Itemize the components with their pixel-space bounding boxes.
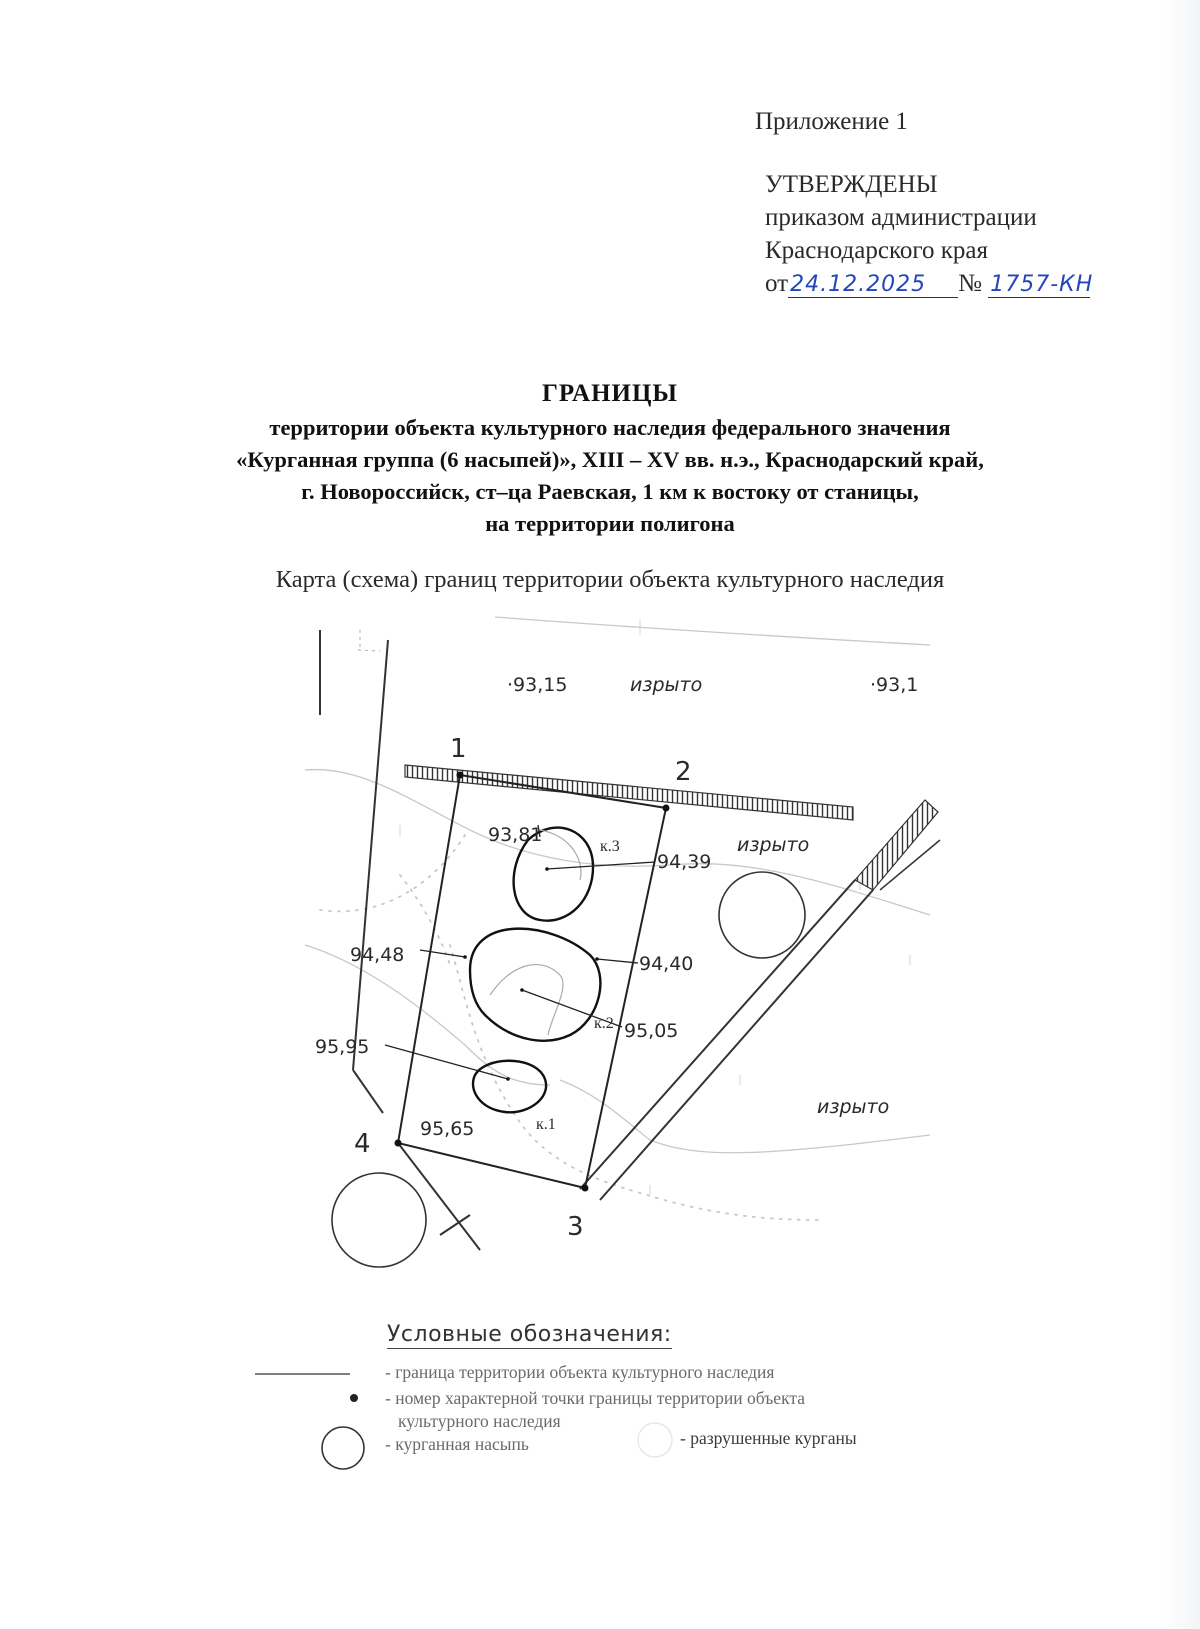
legend-mound-text: - курганная насыпь	[385, 1434, 529, 1454]
elevation-label: 95,65	[420, 1118, 475, 1140]
mound-label-k1: к.1	[536, 1116, 556, 1133]
elevation-label: 94,39	[657, 851, 712, 873]
order-number-handwritten: 1757-КН	[990, 272, 1094, 297]
elevation-label: ·93,1	[870, 674, 919, 696]
boundary-point-number: 1	[450, 734, 467, 764]
page-edge-shadow	[1164, 0, 1200, 1629]
legend-mound-circle	[322, 1427, 364, 1469]
mound-k2	[470, 929, 600, 1041]
terrain-label: изрыто	[630, 674, 703, 696]
map-legend	[250, 1318, 1030, 1488]
elevation-label: ·93,15	[507, 674, 568, 696]
terrain-contours	[305, 617, 930, 1153]
terrain-label: изрыто	[737, 834, 810, 856]
order-date-handwritten: 24.12.2025	[788, 273, 958, 298]
destroyed-mound-right	[719, 872, 805, 958]
mound-k1	[473, 1061, 546, 1113]
legend-point-text: - номер характерной точки границы территории объекта	[385, 1388, 805, 1408]
document-title	[120, 378, 1100, 540]
elevation-label: 94,48	[350, 944, 405, 966]
boundary-point-number: 4	[354, 1129, 371, 1159]
boundary-map-svg	[300, 615, 960, 1315]
title-line-3: г. Новороссийск, ст–ца Раевская, 1 км к востоку от станицы,	[301, 479, 919, 504]
title-main: ГРАНИЦЫ	[542, 380, 678, 407]
elevation-label: 94,40	[639, 953, 694, 975]
boundary-point-number: 2	[675, 757, 692, 787]
legend-title: Условные обозначения:	[387, 1322, 672, 1347]
mound-label-k2: к.2	[594, 1015, 614, 1032]
elevation-label: 93,81	[488, 824, 543, 846]
title-line-2: «Курганная группа (6 насыпей)», XIII – XV вв. н.э., Краснодарский край,	[236, 447, 984, 472]
elevation-label: 95,95	[315, 1036, 370, 1058]
leader-lines	[385, 825, 655, 1255]
legend-point-dot	[350, 1394, 358, 1402]
legend-destroyed-text: - разрушенные курганы	[680, 1428, 857, 1448]
order-line-1: приказом администрации	[765, 204, 1037, 231]
elevation-dots	[463, 867, 599, 1081]
number-prefix: №	[958, 270, 982, 297]
legend-destroyed-circle	[638, 1423, 672, 1457]
boundary-map	[300, 615, 960, 1315]
fence-hatched	[405, 765, 853, 820]
dotted-contours	[320, 835, 820, 1220]
elevation-label: 95,05	[624, 1020, 679, 1042]
terrain-label: изрыто	[817, 1096, 890, 1118]
appendix-label: Приложение 1	[755, 108, 908, 135]
approved-heading: УТВЕРЖДЕНЫ	[765, 171, 938, 198]
approval-block	[765, 168, 1094, 300]
boundary-point-number: 3	[567, 1212, 584, 1242]
date-prefix: от	[765, 270, 789, 297]
title-line-1: территории объекта культурного наследия федерального значения	[269, 415, 951, 440]
map-caption: Карта (схема) границ территории объекта культурного наследия	[275, 566, 945, 593]
title-line-4: на территории полигона	[485, 511, 735, 536]
legend-boundary-text: - граница территории объекта культурного наследия	[385, 1362, 775, 1382]
destroyed-mound-left	[332, 1173, 426, 1267]
legend-point-text-cont: культурного наследия	[398, 1411, 561, 1431]
order-line-2: Краснодарского края	[765, 237, 988, 264]
mound-label-k3: к.3	[600, 838, 620, 855]
order-date-number	[765, 267, 1094, 300]
